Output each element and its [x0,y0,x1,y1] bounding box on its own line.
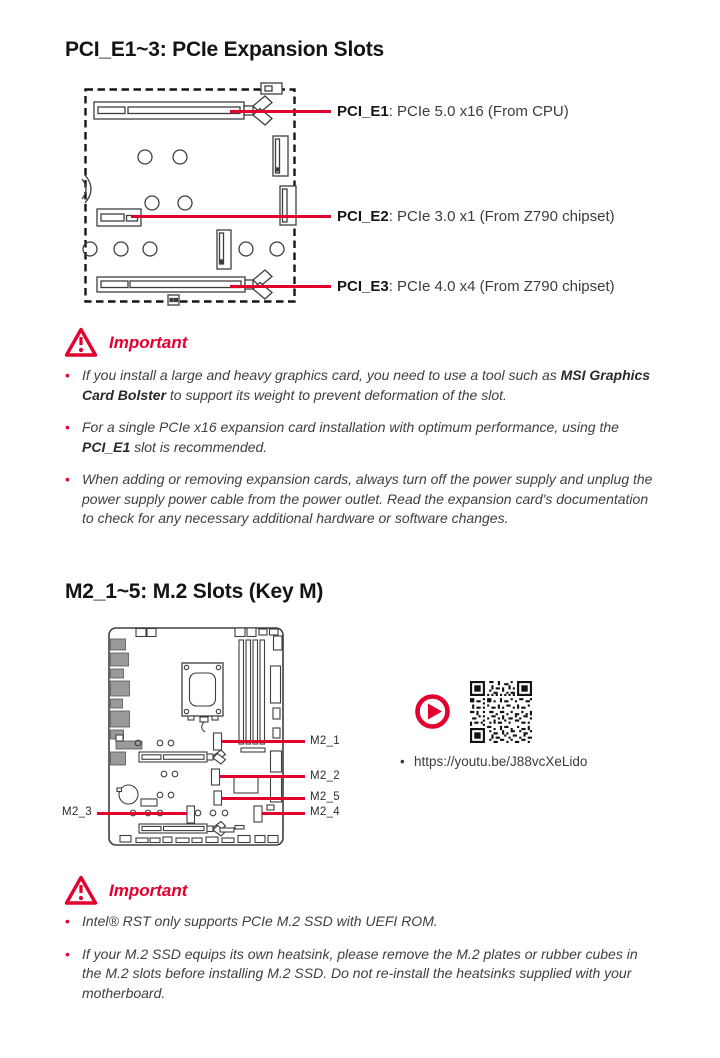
pci-e2-name: PCI_E2 [337,208,389,225]
bullet-text: slot is recommended. [130,438,268,455]
list-item [65,912,657,932]
bullet-text: to support its weight to prevent deformation of the slot. [166,386,507,403]
bullet-dot: • [65,367,70,383]
bullet-text: When adding or removing expansion cards, always turn off the power supply and unplug the power supply power cable from the power outlet. Read the expansion card's documentation to check for any necessary additional hardware or software changes. [82,471,653,526]
important-list-1 [65,366,657,529]
callout-label-m2-2: M2_2 [310,770,340,782]
important-heading: Important [109,332,188,352]
important-header-2 [63,874,187,907]
callout-line-pci-e2 [131,215,331,218]
bullet-text: Intel® RST only supports PCIe M.2 SSD with UEFI ROM. [82,913,438,929]
chipset [234,777,258,793]
pci-e3-desc: : PCIe 4.0 x4 (From Z790 chipset) [388,278,615,295]
callout-line-m2-2 [219,775,305,778]
pci-e3-name: PCI_E3 [337,278,389,295]
callout-line-m2-5 [221,797,305,800]
callout-label-m2-5: M2_5 [310,791,340,803]
bullet-text: If you install a large and heavy graphics card, you need to use a tool such as [82,367,561,383]
warning-icon [63,874,99,907]
callout-line-pci-e1 [230,110,331,113]
callout-label-pci-e3 [337,279,615,295]
callout-line-m2-4 [262,812,305,815]
callout-line-m2-3 [97,812,187,815]
bullet-bold: PCI_E1 [82,438,131,455]
callout-label-m2-1: M2_1 [310,735,340,747]
bullet-text: If your M.2 SSD equips its own heatsink, please remove the M.2 plates or rubber cubes in the M.2 slots before installing M.2 SSD. Do not re-install the heatsinks supplied with your motherboard. [82,945,638,1001]
callout-label-m2-4: M2_4 [310,806,340,818]
list-item [65,366,657,405]
bullet-dot: • [400,754,405,769]
list-item [65,945,657,1004]
pci-e1-desc: : PCIe 5.0 x16 (From CPU) [388,103,569,120]
bullet-dot: • [65,945,70,962]
callout-label-m2-3: M2_3 [62,806,92,818]
bullet-dot: • [65,471,70,487]
bullet-dot: • [65,913,70,929]
callout-line-m2-1 [221,740,305,743]
important-heading: Important [109,880,188,900]
video-link[interactable]: https://youtu.be/J88vcXeLido [414,754,588,769]
pci-e2-desc: : PCIe 3.0 x1 (From Z790 chipset) [388,208,615,225]
bullet-text: For a single PCIe x16 expansion card installation with optimum performance, using the [82,419,619,435]
page-title-pcie: PCI_E1~3: PCIe Expansion Slots [65,38,385,61]
callout-label-pci-e2 [337,209,615,225]
qr-code [470,681,532,743]
page-title-m2: M2_1~5: M.2 Slots (Key M) [65,580,324,603]
pci-e1-name: PCI_E1 [337,103,389,120]
list-item [65,470,657,529]
callout-line-pci-e3 [230,285,331,288]
bullet-dot: • [65,419,70,435]
pcie-slots-diagram [84,88,296,304]
bullet-bold: MSI Graphics Card Bolster [82,367,651,403]
video-link-row [400,753,587,770]
play-video-icon[interactable] [414,693,451,730]
callout-label-pci-e1 [337,104,569,120]
warning-icon [63,326,99,359]
important-list-2 [65,912,657,1003]
list-item [65,418,657,457]
important-header-1 [63,326,187,359]
